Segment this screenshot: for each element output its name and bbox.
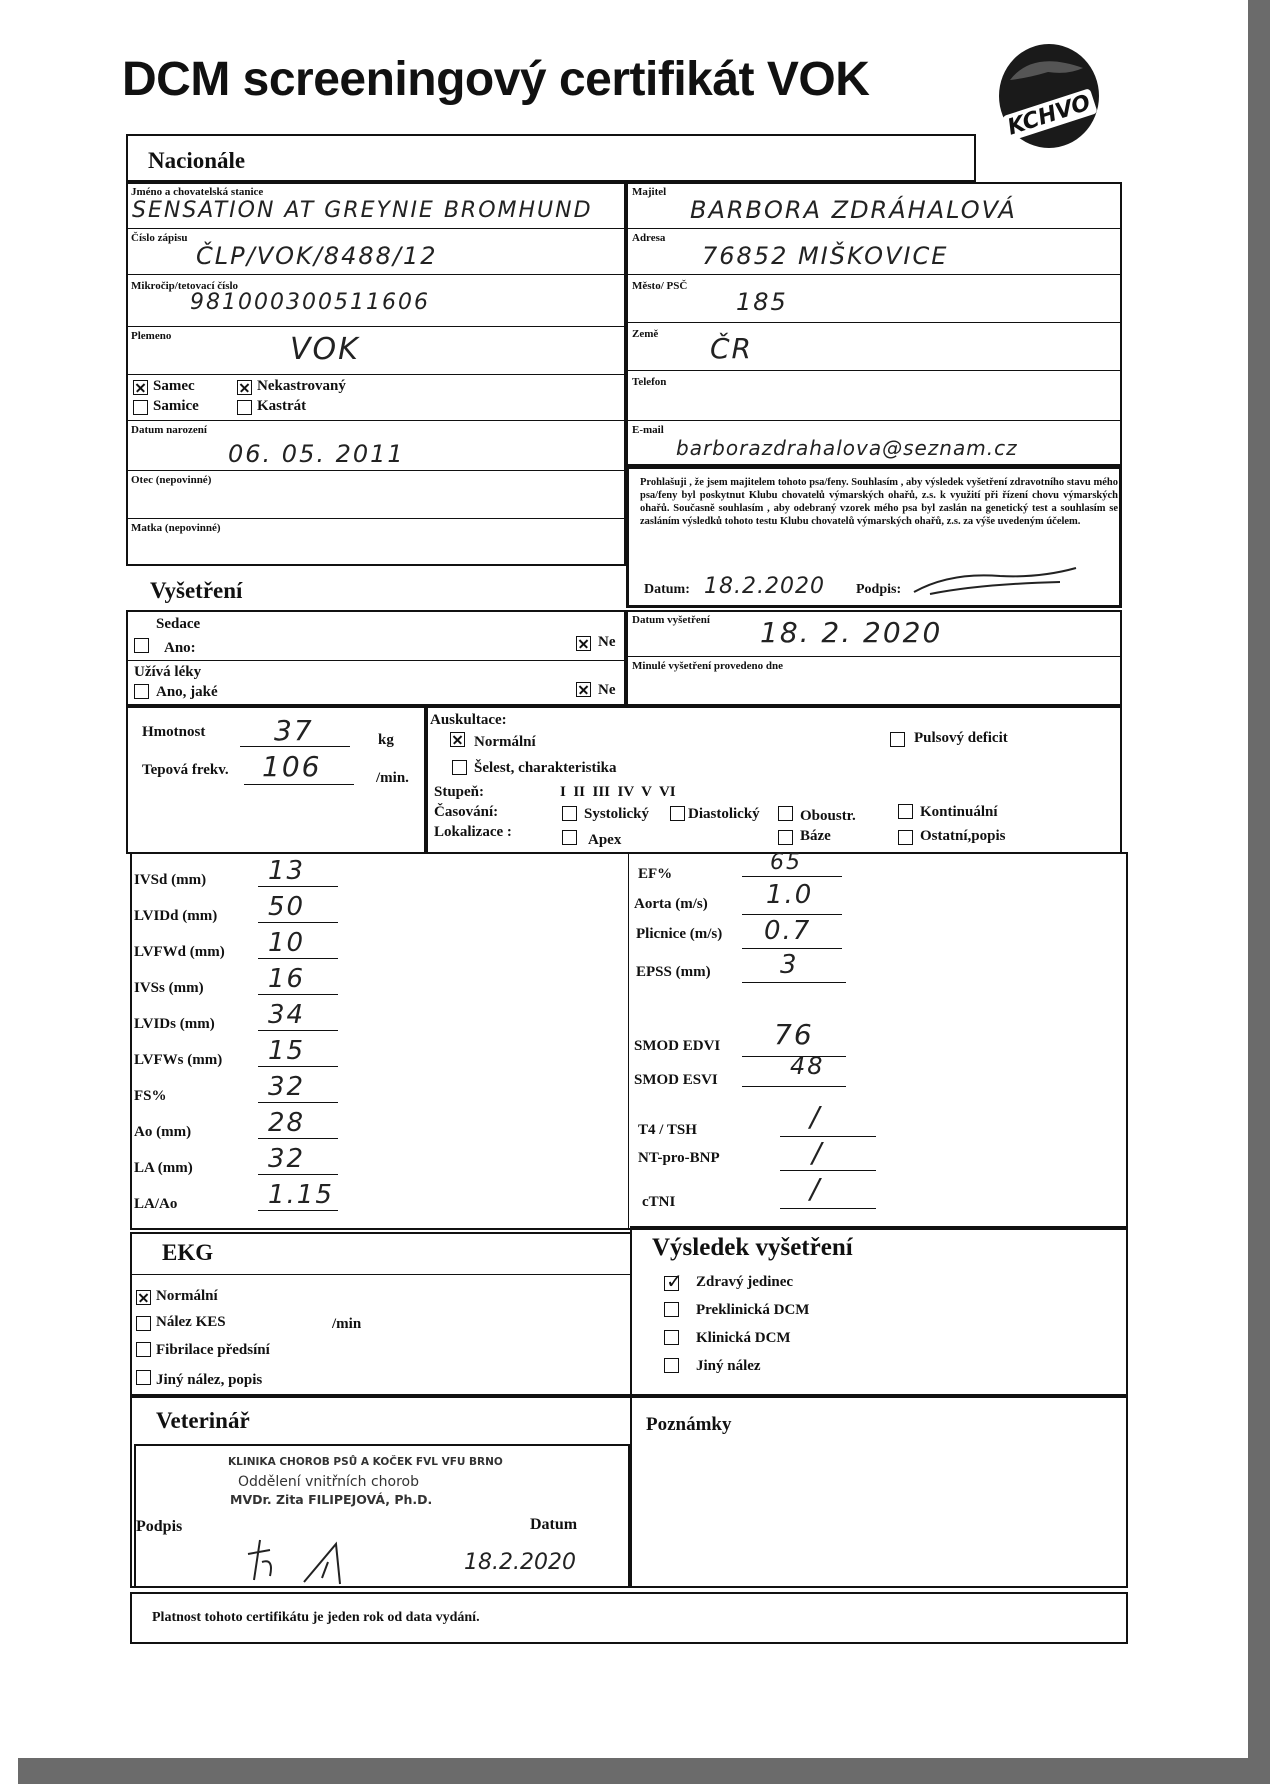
- pulse-deficit-checkbox[interactable]: [890, 732, 905, 747]
- exam-date-value[interactable]: 18. 2. 2020: [760, 616, 943, 649]
- city-label: Město/ PSČ: [632, 280, 688, 292]
- castrated-label: Kastrát: [257, 398, 307, 414]
- result-other-label: Jiný nález: [696, 1358, 761, 1374]
- result-preclinical-label: Preklinická DCM: [696, 1302, 810, 1318]
- declaration-date-label: Datum:: [644, 582, 690, 597]
- measurement-label: FS%: [134, 1088, 167, 1104]
- epss-label: EPSS (mm): [636, 964, 711, 980]
- exam-heading: Vyšetření: [150, 578, 243, 603]
- ekg-af-checkbox[interactable]: [136, 1342, 151, 1357]
- measurement-value[interactable]: 34: [268, 1000, 306, 1030]
- measurement-underline: [258, 1174, 338, 1175]
- nationale-header-box: [126, 134, 976, 182]
- result-preclinical-checkbox[interactable]: [664, 1302, 679, 1317]
- kchvo-logo: [988, 30, 1110, 152]
- ctni-value[interactable]: /: [810, 1172, 822, 1205]
- heart-rate-label: Tepová frekv.: [142, 762, 229, 778]
- ekg-kes-unit: /min: [332, 1316, 362, 1332]
- owner-value[interactable]: BARBORA ZDRÁHALOVÁ: [690, 196, 1017, 224]
- vet-date-value[interactable]: 18.2.2020: [464, 1550, 576, 1575]
- measurement-value[interactable]: 32: [268, 1072, 306, 1102]
- ctni-label: cTNI: [642, 1194, 676, 1210]
- grade-options[interactable]: I II III IV V VI: [560, 784, 676, 800]
- registration-label: Číslo zápisu: [131, 232, 188, 244]
- auscultation-block: [426, 706, 1122, 854]
- breed-value[interactable]: VOK: [290, 332, 360, 367]
- country-value[interactable]: ČR: [710, 332, 754, 365]
- ekg-other-label: Jiný nález, popis: [156, 1372, 263, 1388]
- murmur-label: Šelest, charakteristika: [474, 760, 617, 776]
- meds-yes-label: Ano, jaké: [156, 684, 218, 700]
- bidirectional-checkbox[interactable]: [778, 806, 793, 821]
- measurement-underline: [258, 1210, 338, 1211]
- measurement-label: LVFWs (mm): [134, 1052, 223, 1068]
- chip-label: Mikročip/tetovací číslo: [131, 280, 239, 292]
- other-localization-checkbox[interactable]: [898, 830, 913, 845]
- apex-label: Apex: [588, 832, 622, 848]
- male-label: Samec: [153, 378, 195, 394]
- stamp-line-1: KLINIKA CHOROB PSŮ A KOČEK FVL VFU BRNO: [228, 1456, 503, 1468]
- aorta-label: Aorta (m/s): [634, 896, 708, 912]
- epss-value[interactable]: 3: [780, 950, 799, 980]
- esvi-value[interactable]: 48: [790, 1052, 825, 1080]
- castrated-checkbox[interactable]: [237, 400, 252, 415]
- ekg-kes-checkbox[interactable]: [136, 1316, 151, 1331]
- result-clinical-checkbox[interactable]: [664, 1330, 679, 1345]
- ntprobnp-value[interactable]: /: [812, 1136, 824, 1169]
- plicnice-value[interactable]: 0.7: [764, 916, 812, 946]
- result-healthy-label: Zdravý jedinec: [696, 1274, 794, 1290]
- plicnice-label: Plicnice (m/s): [636, 926, 723, 942]
- continuous-checkbox[interactable]: [898, 804, 913, 819]
- document-title: DCM screeningový certifikát VOK: [122, 53, 870, 106]
- phone-label: Telefon: [632, 376, 667, 388]
- ntprobnp-label: NT-pro-BNP: [638, 1150, 720, 1166]
- other-localization-label: Ostatní,popis: [920, 828, 1006, 844]
- ef-label: EF%: [638, 866, 673, 882]
- female-checkbox[interactable]: [133, 400, 148, 415]
- email-label: E-mail: [632, 424, 664, 436]
- systolic-checkbox[interactable]: [562, 806, 577, 821]
- notes-heading: Poznámky: [646, 1414, 732, 1435]
- weight-value[interactable]: 37: [274, 714, 314, 747]
- logo-text: KCHVO: [1004, 90, 1094, 141]
- edvi-value[interactable]: 76: [774, 1018, 814, 1051]
- result-clinical-label: Klinická DCM: [696, 1330, 791, 1346]
- t4-value[interactable]: /: [810, 1100, 822, 1133]
- weight-label: Hmotnost: [142, 724, 206, 740]
- father-label: Otec (nepovinné): [131, 474, 212, 486]
- t4-label: T4 / TSH: [638, 1122, 697, 1138]
- base-label: Báze: [800, 828, 831, 844]
- ekg-other-checkbox[interactable]: [136, 1370, 151, 1385]
- vet-signature-label: Podpis: [136, 1518, 183, 1535]
- vet-signature: [244, 1532, 374, 1588]
- measurement-value[interactable]: 13: [268, 856, 306, 886]
- registration-value[interactable]: ČLP/VOK/8488/12: [196, 242, 438, 270]
- page-shadow-right: [1248, 0, 1270, 1784]
- name-label: Jméno a chovatelská stanice: [131, 186, 264, 198]
- measurement-value[interactable]: 28: [268, 1108, 306, 1138]
- dob-value[interactable]: 06. 05. 2011: [228, 440, 405, 468]
- measurement-label: IVSd (mm): [134, 872, 207, 888]
- exam-date-label: Datum vyšetření: [632, 614, 710, 626]
- measurement-label: LVIDs (mm): [134, 1016, 215, 1032]
- auscultation-normal-checkbox[interactable]: [450, 732, 465, 747]
- heart-rate-unit: /min.: [376, 770, 409, 786]
- timing-label: Časování:: [434, 804, 499, 820]
- ekg-heading: EKG: [162, 1240, 214, 1265]
- vet-heading: Veterinář: [156, 1408, 250, 1433]
- not-castrated-checkbox[interactable]: [237, 380, 252, 395]
- measurement-label: LVFWd (mm): [134, 944, 225, 960]
- female-label: Samice: [153, 398, 199, 414]
- auscultation-label: Auskultace:: [430, 712, 507, 728]
- diastolic-checkbox[interactable]: [670, 806, 685, 821]
- not-castrated-label: Nekastrovaný: [257, 378, 346, 394]
- vet-date-label: Datum: [530, 1516, 578, 1533]
- measurement-underline: [258, 1102, 338, 1103]
- bidirectional-label: Oboustr.: [800, 808, 856, 824]
- mother-label: Matka (nepovinné): [131, 522, 221, 534]
- weight-unit: kg: [378, 732, 394, 748]
- measurement-value[interactable]: 50: [268, 892, 306, 922]
- declaration-date-value[interactable]: 18.2.2020: [704, 574, 825, 599]
- measurement-underline: [258, 1030, 338, 1031]
- male-checkbox[interactable]: [133, 380, 148, 395]
- measurement-label: LA/Ao: [134, 1196, 178, 1212]
- edvi-label: SMOD EDVI: [634, 1038, 721, 1054]
- ef-value[interactable]: 65: [770, 850, 802, 875]
- meds-yes-checkbox[interactable]: [134, 684, 149, 699]
- declaration-signature-label: Podpis:: [856, 582, 902, 597]
- name-value[interactable]: SENSATION AT GREYNIE BROMHUND: [132, 198, 593, 223]
- validity-note: Platnost tohoto certifikátu je jeden rok od data vydání.: [152, 1610, 480, 1625]
- sedation-yes-label: Ano:: [164, 640, 196, 656]
- address-value[interactable]: 76852 MIŠKOVICE: [702, 242, 949, 270]
- apex-checkbox[interactable]: [562, 830, 577, 845]
- systolic-label: Systolický: [584, 806, 650, 822]
- measurement-underline: [258, 922, 338, 923]
- measurement-label: IVSs (mm): [134, 980, 204, 996]
- measurement-underline: [258, 994, 338, 995]
- owner-label: Majitel: [632, 186, 667, 198]
- country-label: Země: [632, 328, 659, 340]
- page-shadow-bottom: [18, 1758, 1270, 1784]
- result-other-checkbox[interactable]: [664, 1358, 679, 1373]
- measurement-label: Ao (mm): [134, 1124, 192, 1140]
- measurement-underline: [258, 1066, 338, 1067]
- esvi-label: SMOD ESVI: [634, 1072, 718, 1088]
- heart-rate-value[interactable]: 106: [262, 750, 322, 783]
- result-healthy-checkbox[interactable]: [664, 1276, 679, 1291]
- meds-label: Užívá léky: [134, 664, 202, 680]
- stamp-line-3: MVDr. Zita FILIPEJOVÁ, Ph.D.: [230, 1492, 433, 1507]
- sedation-label: Sedace: [156, 616, 201, 632]
- meds-no-checkbox[interactable]: [576, 682, 591, 697]
- measurement-label: LA (mm): [134, 1160, 193, 1176]
- base-checkbox[interactable]: [778, 830, 793, 845]
- result-heading: Výsledek vyšetření: [652, 1234, 853, 1261]
- continuous-label: Kontinuální: [920, 804, 998, 820]
- measurement-underline: [258, 886, 338, 887]
- address-label: Adresa: [632, 232, 666, 244]
- measurement-value[interactable]: 15: [268, 1036, 306, 1066]
- city-value[interactable]: 185: [736, 288, 788, 316]
- murmur-checkbox[interactable]: [452, 760, 467, 775]
- diastolic-label: Diastolický: [688, 806, 760, 822]
- measurement-underline: [258, 1138, 338, 1139]
- sedation-no-label: Ne: [598, 634, 616, 650]
- ekg-normal-checkbox[interactable]: [136, 1290, 151, 1305]
- sedation-yes-checkbox[interactable]: [134, 638, 149, 653]
- measurement-underline: [258, 958, 338, 959]
- meds-no-label: Ne: [598, 682, 616, 698]
- auscultation-normal-label: Normální: [474, 734, 536, 750]
- chip-value[interactable]: 981000300511606: [190, 290, 430, 315]
- declaration-text: Prohlašuji , že jsem majitelem tohoto psa/feny. Souhlasím , aby výsledek vyšetření zdravotního stavu mého psa/feny byl poskytnut Klubu chovatelů výmarských ohařů, z.s. k využití při řízení chovu výmarských ohařů. Současně souhlasím , aby odebraný vzorek mého psa byl zaslán na genetický test a souhlasím se zasláním výsledků tohoto testu Klubu chovatelů výmarských ohařů, z.s. za výše uvedeným účelem.: [640, 477, 1118, 527]
- sedation-no-checkbox[interactable]: [576, 636, 591, 651]
- owner-signature: [910, 562, 1080, 600]
- last-exam-label: Minulé vyšetření provedeno dne: [632, 660, 784, 672]
- measurement-value[interactable]: 16: [268, 964, 306, 994]
- dob-label: Datum narození: [131, 424, 207, 436]
- measurement-value[interactable]: 1.15: [268, 1180, 334, 1210]
- localization-label: Lokalizace :: [434, 824, 512, 840]
- aorta-value[interactable]: 1.0: [766, 880, 814, 910]
- ekg-kes-label: Nález KES: [156, 1314, 226, 1330]
- stamp-line-2: Oddělení vnitřních chorob: [238, 1474, 419, 1490]
- pulse-deficit-label: Pulsový deficit: [914, 730, 1008, 746]
- breed-label: Plemeno: [131, 330, 172, 342]
- ekg-af-label: Fibrilace předsíní: [156, 1342, 270, 1358]
- measurement-value[interactable]: 10: [268, 928, 306, 958]
- ekg-normal-label: Normální: [156, 1288, 218, 1304]
- nationale-heading: Nacionále: [148, 148, 246, 173]
- email-value[interactable]: barborazdrahalova@seznam.cz: [676, 436, 1018, 460]
- owner-block: [626, 182, 1122, 466]
- measurement-label: LVIDd (mm): [134, 908, 218, 924]
- measurement-value[interactable]: 32: [268, 1144, 306, 1174]
- grade-label: Stupeň:: [434, 784, 485, 800]
